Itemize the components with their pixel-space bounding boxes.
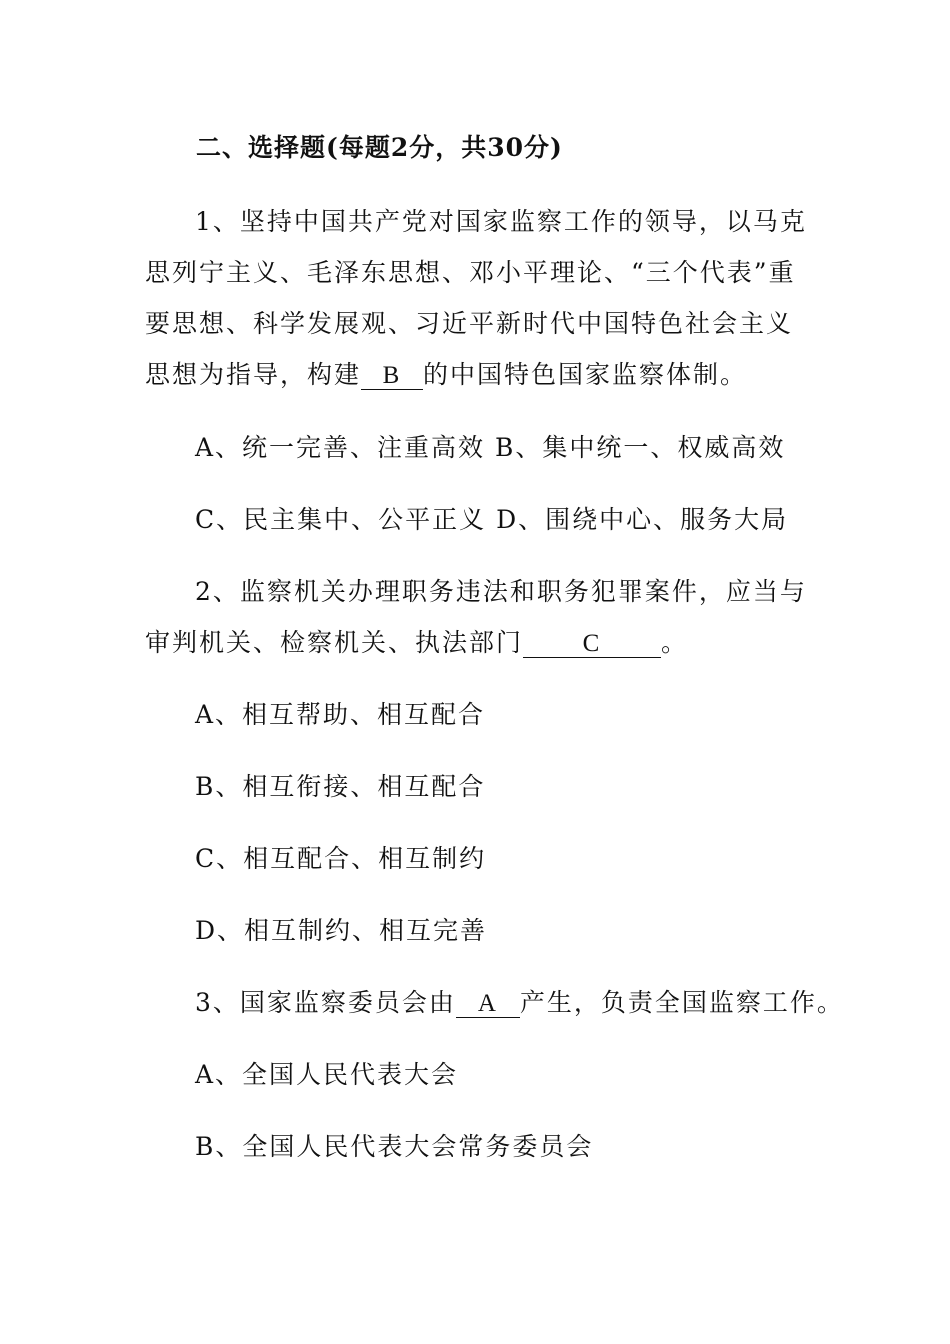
question-2-option-a: A、相互帮助、相互配合: [195, 700, 486, 729]
question-1-stem-end: 的中国特色国家监察体制。: [423, 360, 748, 389]
question-3-option-a: A、全国人民代表大会: [195, 1060, 459, 1089]
question-2-stem-end: 。: [661, 628, 689, 657]
section-heading: 二、选择题(每题2分，共30分): [196, 133, 563, 162]
question-1-options-ab: A、统一完善、注重高效 B、集中统一、权威高效: [195, 433, 786, 462]
question-2: [145, 566, 815, 668]
question-2-answer-blank: C: [523, 631, 661, 658]
question-3: [195, 983, 844, 1019]
question-1-options-cd: C、民主集中、公平正义 D、围绕中心、服务大局: [195, 505, 789, 534]
question-1-stem: 1、坚持中国共产党对国家监察工作的领导，以马克思列宁主义、毛泽东思想、邓小平理论、“三个代表”重要思想、科学发展观、习近平新时代中国特色社会主义思想为指导，构建: [145, 207, 807, 389]
question-3-stem-end: 产生，负责全国监察工作。: [519, 988, 844, 1017]
question-2-option-d: D、相互制约、相互完善: [195, 916, 488, 945]
question-3-option-b: B、全国人民代表大会常务委员会: [195, 1132, 594, 1161]
question-1: [145, 196, 815, 400]
question-3-stem: 3、国家监察委员会由: [195, 988, 456, 1017]
question-3-answer-blank: A: [456, 991, 520, 1018]
question-1-answer-blank: B: [361, 363, 423, 390]
question-2-option-c: C、相互配合、相互制约: [195, 844, 487, 873]
question-2-option-b: B、相互衔接、相互配合: [195, 772, 486, 801]
question-2-stem: 2、监察机关办理职务违法和职务犯罪案件，应当与审判机关、检察机关、执法部门: [145, 577, 807, 657]
